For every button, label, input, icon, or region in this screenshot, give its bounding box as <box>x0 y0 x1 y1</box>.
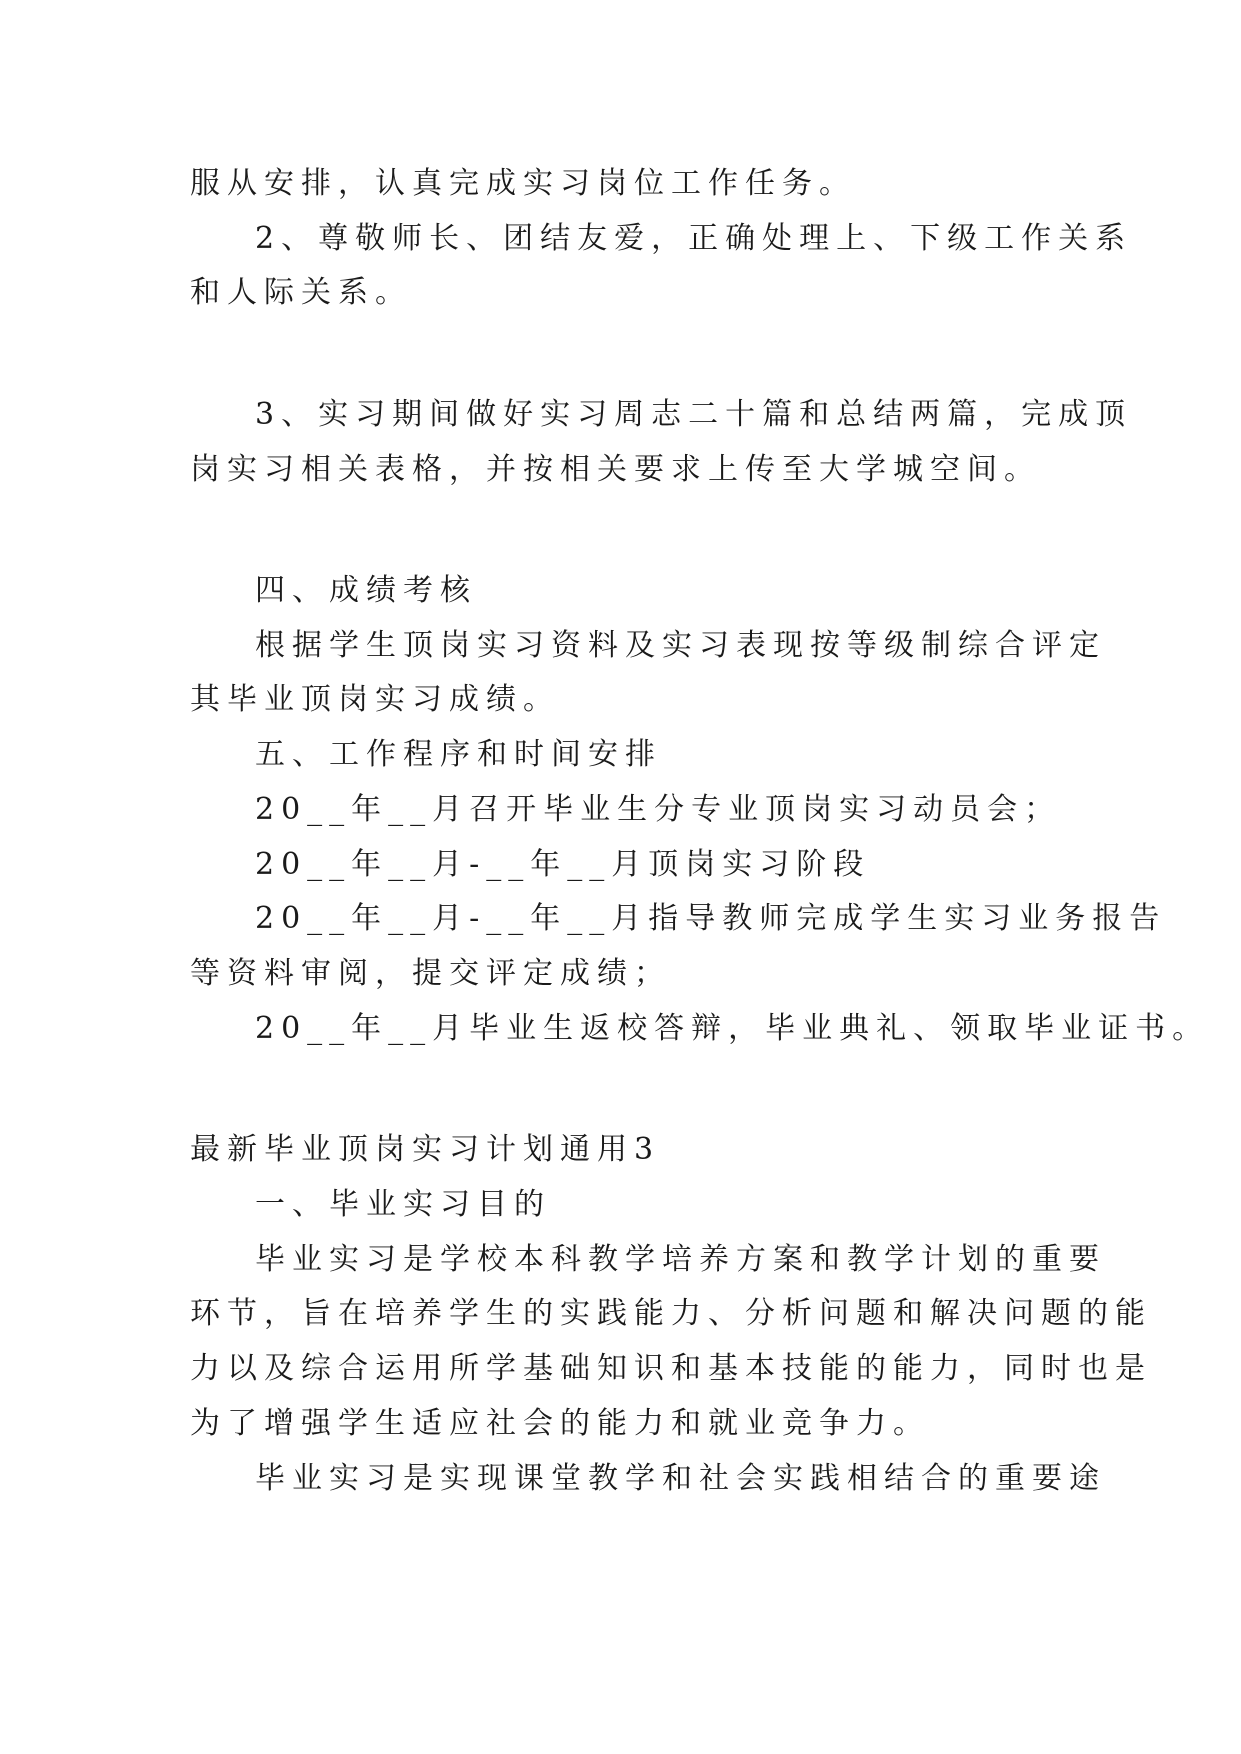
body-text-line: 服从安排，认真完成实习岗位工作任务。 <box>190 166 856 201</box>
document-title: 最新毕业顶岗实习计划通用3 <box>190 1132 661 1167</box>
body-text-line: 2、尊敬师长、团结友爱，正确处理上、下级工作关系 <box>255 221 1133 256</box>
body-text-line: 3、实习期间做好实习周志二十篇和总结两篇，完成顶 <box>255 397 1133 432</box>
schedule-line: 20__年__月-__年__月指导教师完成学生实习业务报告 <box>255 901 1167 936</box>
body-text-line: 为了增强学生适应社会的能力和就业竞争力。 <box>190 1406 930 1441</box>
body-text-line: 和人际关系。 <box>190 275 412 310</box>
body-text-line: 毕业实习是学校本科教学培养方案和教学计划的重要 <box>255 1242 1106 1277</box>
schedule-line: 20__年__月-__年__月顶岗实习阶段 <box>255 847 871 882</box>
body-text-line: 岗实习相关表格，并按相关要求上传至大学城空间。 <box>190 452 1041 487</box>
body-text-line: 其毕业顶岗实习成绩。 <box>190 682 560 717</box>
body-text-line: 毕业实习是实现课堂教学和社会实践相结合的重要途 <box>255 1461 1106 1496</box>
section-heading: 五、工作程序和时间安排 <box>255 737 662 772</box>
body-text-line: 力以及综合运用所学基础知识和基本技能的能力，同时也是 <box>190 1351 1152 1386</box>
section-heading: 四、成绩考核 <box>255 573 477 608</box>
schedule-line: 20__年__月毕业生返校答辩，毕业典礼、领取毕业证书。 <box>255 1011 1210 1046</box>
schedule-line: 等资料审阅，提交评定成绩； <box>190 956 671 991</box>
body-text-line: 环节，旨在培养学生的实践能力、分析问题和解决问题的能 <box>190 1296 1152 1331</box>
schedule-line: 20__年__月召开毕业生分专业顶岗实习动员会； <box>255 792 1062 827</box>
body-text-line: 根据学生顶岗实习资料及实习表现按等级制综合评定 <box>255 628 1106 663</box>
section-heading: 一、毕业实习目的 <box>255 1187 551 1222</box>
